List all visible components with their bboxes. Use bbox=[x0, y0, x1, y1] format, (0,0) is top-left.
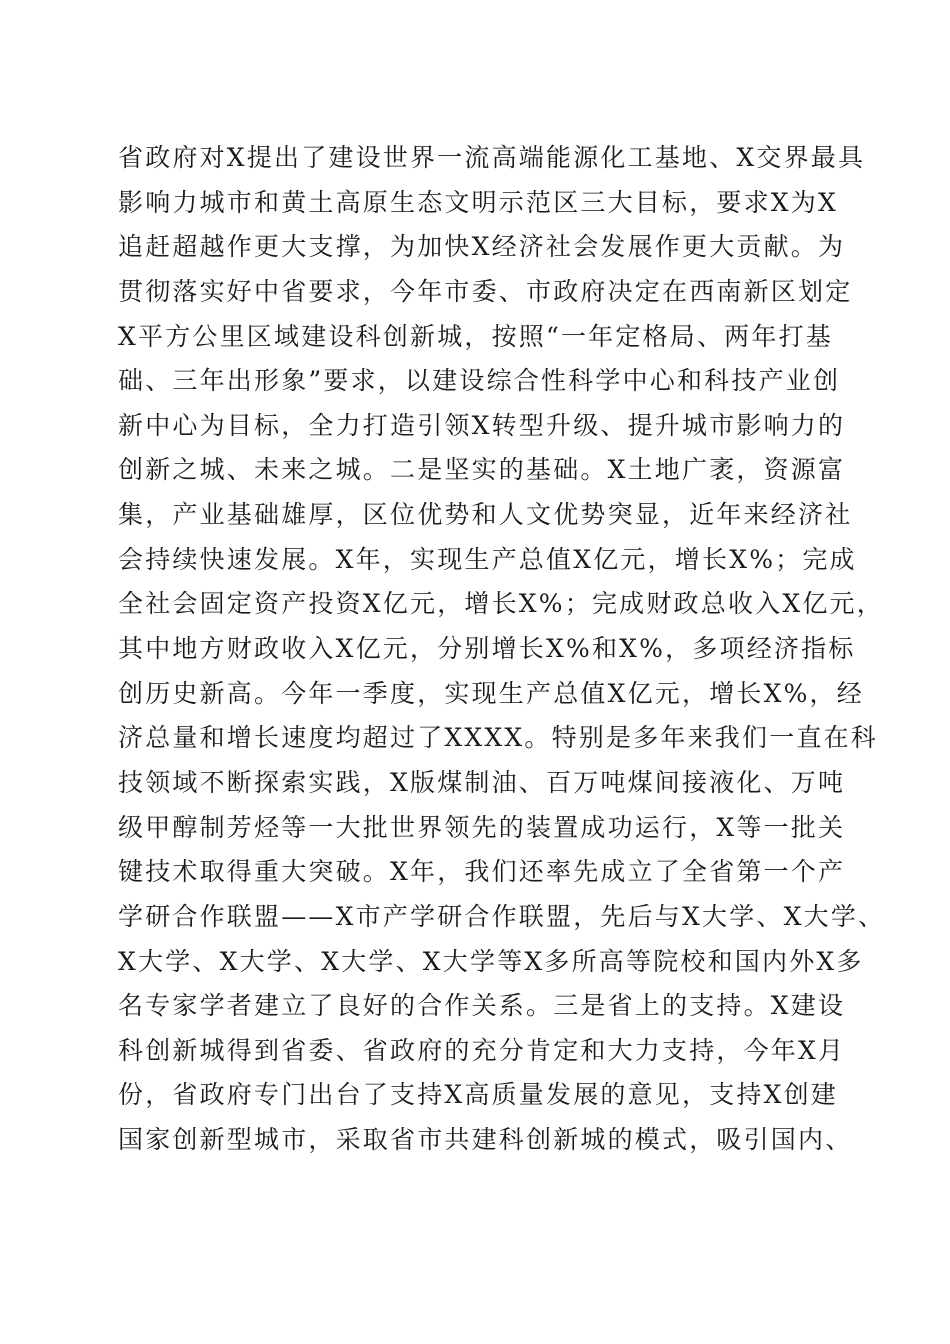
text-line: 学研合作联盟——X市产学研合作联盟，先后与X大学、X大学、 bbox=[118, 901, 886, 931]
text-line: 济总量和增长速度均超过了XXXX。特别是多年来我们一直在科 bbox=[118, 723, 878, 753]
text-line: 级甲醇制芳烃等一大批世界领先的装置成功运行，X等一批关 bbox=[118, 812, 846, 842]
text-line: 科创新城得到省委、省政府的充分肯定和大力支持，今年X月 bbox=[118, 1035, 846, 1065]
text-line: 追赶超越作更大支撑，为加快X经济社会发展作更大贡献。为 bbox=[118, 232, 846, 262]
text-line: 贯彻落实好中省要求，今年市委、市政府决定在西南新区划定 bbox=[118, 276, 853, 306]
text-line: 础、三年出形象”要求，以建设综合性科学中心和科技产业创 bbox=[118, 366, 841, 396]
text-line: 份，省政府专门出台了支持X高质量发展的意见，支持X创建 bbox=[118, 1080, 838, 1110]
text-line: 国家创新型城市，采取省市共建科创新城的模式，吸引国内、 bbox=[118, 1125, 853, 1155]
text-line: 影响力城市和黄土高原生态文明示范区三大目标，要求X为X bbox=[118, 187, 838, 217]
text-line: X大学、X大学、X大学、X大学等X多所高等院校和国内外X多 bbox=[118, 946, 864, 976]
text-line: 名专家学者建立了良好的合作关系。三是省上的支持。X建设 bbox=[118, 991, 846, 1021]
text-line: 创历史新高。今年一季度，实现生产总值X亿元，增长X%，经 bbox=[118, 678, 864, 708]
text-line: 新中心为目标，全力打造引领X转型升级、提升城市影响力的 bbox=[118, 410, 846, 440]
text-line: 省政府对X提出了建设世界一流高端能源化工基地、X交界最具 bbox=[118, 143, 866, 172]
body-paragraph bbox=[118, 136, 886, 1163]
text-line: 集，产业基础雄厚，区位优势和人文优势突显，近年来经济社 bbox=[118, 500, 853, 530]
text-line: 键技术取得重大突破。X年，我们还率先成立了全省第一个产 bbox=[118, 857, 846, 887]
text-line: 技领域不断探索实践，X版煤制油、百万吨煤间接液化、万吨 bbox=[118, 767, 846, 797]
text-line: 其中地方财政收入X亿元，分别增长X%和X%，多项经济指标 bbox=[118, 634, 856, 664]
text-line: 创新之城、未来之城。二是坚实的基础。X土地广袤，资源富 bbox=[118, 455, 846, 485]
text-line: 全社会固定资产投资X亿元，增长X%；完成财政总收入X亿元， bbox=[118, 589, 884, 619]
text-line: 会持续快速发展。X年，实现生产总值X亿元，增长X%；完成 bbox=[118, 544, 857, 574]
text-line: X平方公里区域建设科创新城，按照“一年定格局、两年打基 bbox=[118, 321, 833, 351]
